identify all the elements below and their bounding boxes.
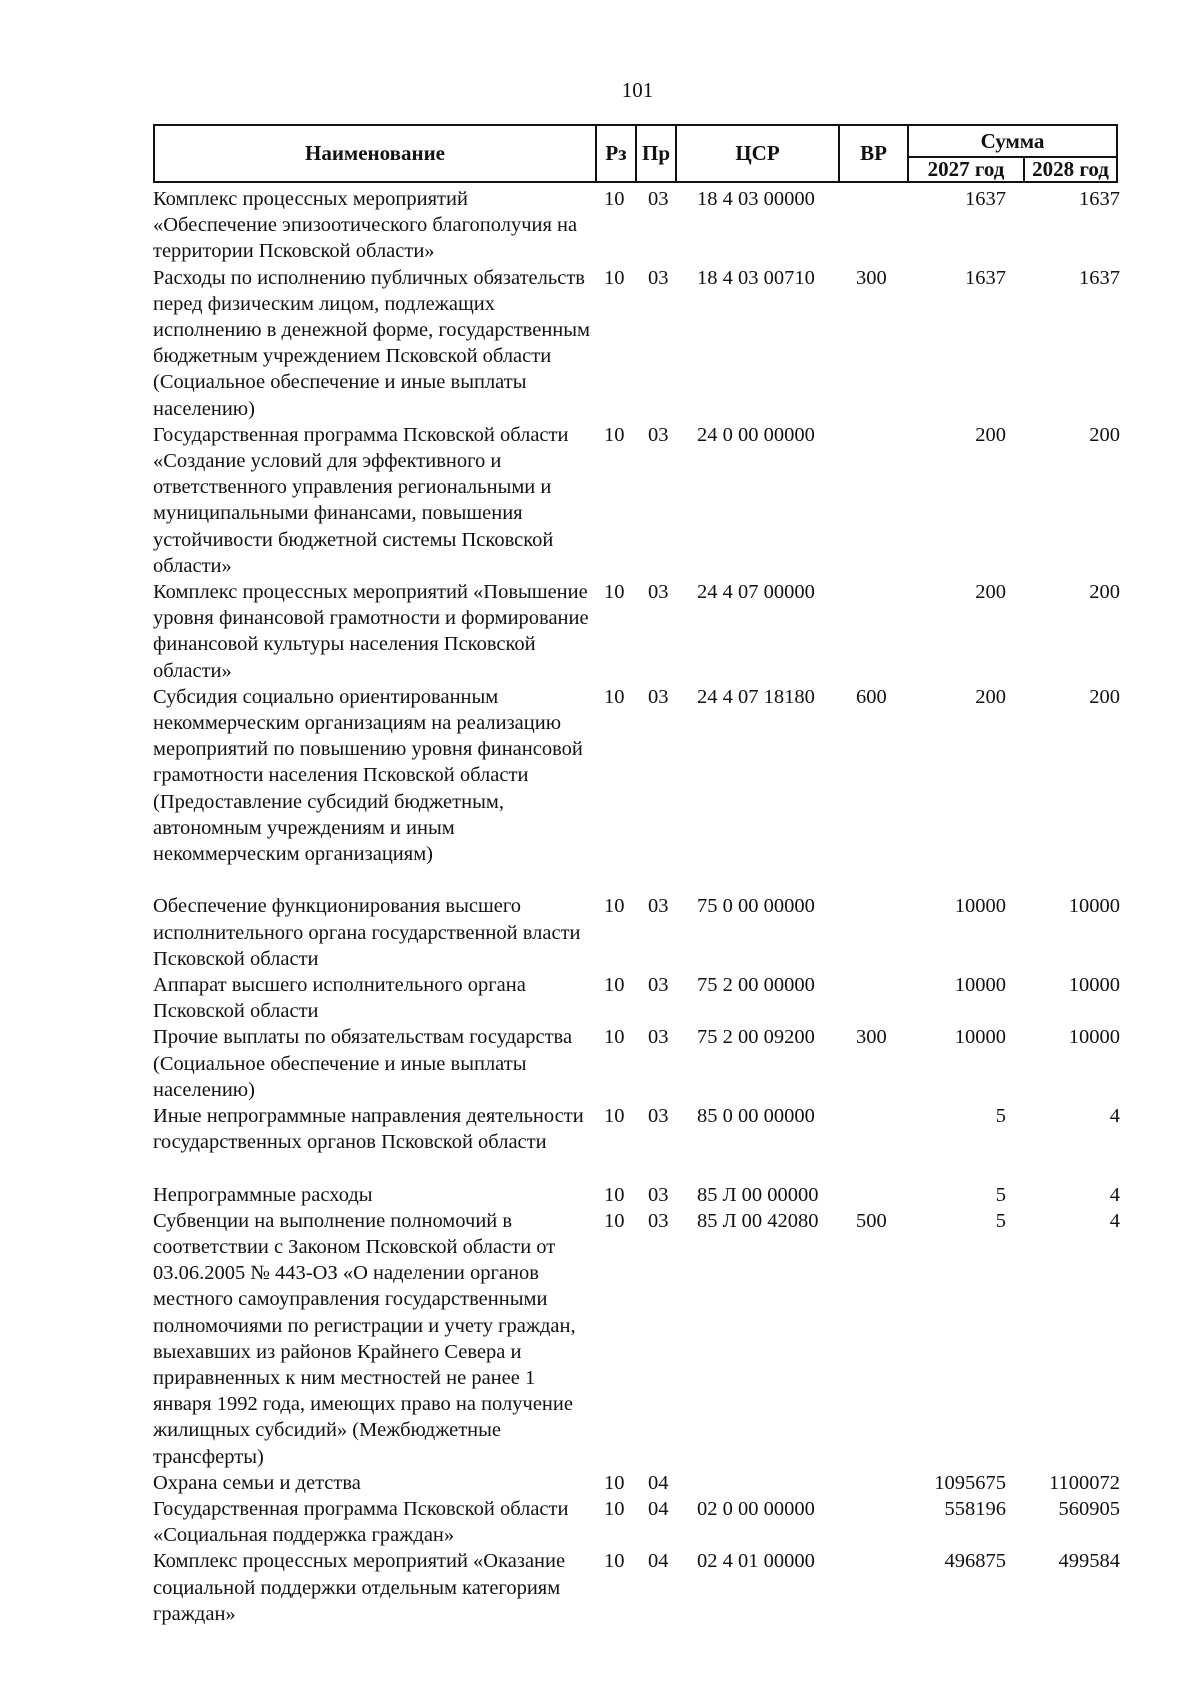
cell-csr: 75 2 00 09200 xyxy=(697,1026,815,1049)
cell-pr: 03 xyxy=(648,973,669,996)
cell-2028: 10000 xyxy=(1068,1026,1120,1049)
cell-csr: 18 4 03 00000 xyxy=(697,188,815,210)
cell-csr: 85 0 00 00000 xyxy=(697,1104,815,1127)
cell-name: Комплекс процессных мероприятий «Обеспечение эпизоотического благополучия на территории Псковской области» xyxy=(153,188,578,263)
cell-name: Комплекс процессных мероприятий «Оказание социальной поддержки отдельным категориям граждан» xyxy=(153,1550,566,1625)
table-header xyxy=(153,124,1118,183)
header-rz: Рз xyxy=(605,141,627,165)
header-sum: Сумма xyxy=(980,128,1045,153)
cell-rz: 10 xyxy=(604,973,625,996)
cell-name: Государственная программа Псковской области «Социальная поддержка граждан» xyxy=(153,1497,569,1547)
cell-name: Обеспечение функционирования высшего исполнительного органа государственной власти Псковской области xyxy=(153,895,581,970)
cell-vr: 600 xyxy=(856,685,887,708)
table-row xyxy=(0,579,1200,684)
cell-rz: 10 xyxy=(604,895,625,918)
cell-2027: 5 xyxy=(995,1104,1006,1127)
cell-name: Субсидия социально ориентированным некоммерческим организациям на реализацию мероприятий по повышению уровня финансовой грамотности населения Псковской области (Предоставление субсидий бюджетным, автономным учреждениям и иным некоммерческим организациям) xyxy=(153,685,583,865)
cell-2027: 10000 xyxy=(954,1026,1006,1049)
cell-2028: 1637 xyxy=(1079,188,1120,210)
table-row xyxy=(0,1208,1200,1470)
cell-rz: 10 xyxy=(604,685,625,708)
cell-rz: 10 xyxy=(604,188,625,210)
cell-csr: 24 4 07 00000 xyxy=(697,580,815,603)
cell-2028: 200 xyxy=(1089,685,1120,708)
cell-name: Расходы по исполнению публичных обязательств перед физическим лицом, подлежащих исполнению в денежной форме, государственным бюджетным учреждением Псковской области (Социальное обеспечение и иные выплаты населению) xyxy=(153,266,591,420)
header-csr: ЦСР xyxy=(735,141,780,165)
cell-name: Охрана семьи и детства xyxy=(153,1471,361,1494)
table-row xyxy=(0,1548,1200,1627)
table-row xyxy=(0,1496,1200,1548)
cell-2027: 10000 xyxy=(954,973,1006,996)
page-number: 101 xyxy=(621,78,654,102)
cell-name: Комплекс процессных мероприятий «Повышение уровня финансовой грамотности и формирование финансовой культуры населения Псковской области» xyxy=(153,580,589,682)
cell-2027: 200 xyxy=(975,423,1006,446)
cell-2028: 10000 xyxy=(1068,973,1120,996)
cell-rz: 10 xyxy=(604,266,625,289)
cell-2027: 5 xyxy=(995,1209,1006,1232)
cell-pr: 03 xyxy=(648,1183,669,1206)
table-body xyxy=(0,186,1200,1627)
cell-csr: 18 4 03 00710 xyxy=(697,266,815,289)
cell-pr: 03 xyxy=(648,1026,669,1049)
cell-pr: 03 xyxy=(648,895,669,918)
table-row xyxy=(0,893,1200,972)
cell-pr: 03 xyxy=(648,423,669,446)
cell-2028: 1100072 xyxy=(1049,1471,1120,1494)
cell-rz: 10 xyxy=(604,1183,625,1206)
cell-2027: 200 xyxy=(975,580,1006,603)
header-2028: 2028 год xyxy=(1032,157,1109,181)
cell-2028: 499584 xyxy=(1058,1550,1120,1573)
cell-2027: 1637 xyxy=(965,266,1006,289)
cell-2027: 1637 xyxy=(965,188,1006,210)
cell-csr: 75 2 00 00000 xyxy=(697,973,815,996)
cell-2028: 1637 xyxy=(1079,266,1120,289)
cell-rz: 10 xyxy=(604,580,625,603)
cell-rz: 10 xyxy=(604,1209,625,1232)
cell-pr: 03 xyxy=(648,1209,669,1232)
cell-name: Государственная программа Псковской области «Создание условий для эффективного и ответственного управления региональными и муниципальными финансами, повышения устойчивости бюджетной системы Псковской области» xyxy=(153,423,569,577)
cell-csr: 75 0 00 00000 xyxy=(697,895,815,918)
header-vr: ВР xyxy=(860,141,887,165)
cell-pr: 03 xyxy=(648,188,669,210)
header-name: Наименование xyxy=(305,141,445,165)
cell-name: Иные непрограммные направления деятельности государственных органов Псковской области xyxy=(153,1104,584,1154)
table-row xyxy=(0,1182,1200,1208)
cell-vr: 300 xyxy=(856,266,887,289)
cell-name: Непрограммные расходы xyxy=(153,1183,373,1206)
cell-name: Аппарат высшего исполнительного органа Псковской области xyxy=(153,973,526,1023)
cell-csr: 02 4 01 00000 xyxy=(697,1550,815,1573)
cell-2027: 10000 xyxy=(954,895,1006,918)
cell-pr: 03 xyxy=(648,580,669,603)
cell-name: Субвенции на выполнение полномочий в соответствии с Законом Псковской области от 03.06.2005 № 443-ОЗ «О наделении органов местного самоуправления государственными полномочиями по регистрации и учету граждан, выехавших из районов Крайнего Севера и приравненных к ним местностей не ранее 1 января 1992 года, имеющих право на получение жилищных субсидий» (Межбюджетные трансферты) xyxy=(153,1209,576,1468)
cell-vr: 300 xyxy=(856,1026,887,1049)
cell-2027: 558196 xyxy=(944,1497,1006,1520)
cell-csr: 85 Л 00 42080 xyxy=(697,1209,819,1232)
cell-pr: 03 xyxy=(648,685,669,708)
cell-2028: 10000 xyxy=(1068,895,1120,918)
cell-name: Прочие выплаты по обязательствам государства (Социальное обеспечение и иные выплаты населению) xyxy=(153,1026,573,1101)
cell-vr: 500 xyxy=(856,1209,887,1232)
cell-2027: 200 xyxy=(975,685,1006,708)
cell-rz: 10 xyxy=(604,1497,625,1520)
cell-2028: 200 xyxy=(1089,580,1120,603)
cell-csr: 85 Л 00 00000 xyxy=(697,1183,819,1206)
cell-pr: 03 xyxy=(648,1104,669,1127)
cell-2028: 560905 xyxy=(1058,1497,1120,1520)
header-pr: Пр xyxy=(641,141,670,165)
cell-rz: 10 xyxy=(604,1550,625,1573)
cell-csr: 02 0 00 00000 xyxy=(697,1497,815,1520)
table-row xyxy=(0,422,1200,579)
cell-pr: 04 xyxy=(648,1550,669,1573)
cell-rz: 10 xyxy=(604,1104,625,1127)
cell-2028: 200 xyxy=(1089,423,1120,446)
table-row xyxy=(0,972,1200,1024)
cell-pr: 04 xyxy=(648,1497,669,1520)
table-row xyxy=(0,265,1200,422)
cell-2027: 496875 xyxy=(944,1550,1006,1573)
table-row xyxy=(0,1470,1200,1496)
cell-pr: 03 xyxy=(648,266,669,289)
table-row xyxy=(0,1103,1200,1182)
cell-2028: 4 xyxy=(1109,1209,1120,1232)
cell-rz: 10 xyxy=(604,423,625,446)
cell-2028: 4 xyxy=(1109,1183,1120,1206)
cell-2028: 4 xyxy=(1109,1104,1120,1127)
cell-rz: 10 xyxy=(604,1471,625,1494)
table-row xyxy=(0,1024,1200,1103)
table-row xyxy=(0,684,1200,894)
cell-csr: 24 4 07 18180 xyxy=(697,685,815,708)
cell-pr: 04 xyxy=(648,1471,669,1494)
table-row xyxy=(0,186,1200,265)
cell-2027: 1095675 xyxy=(934,1471,1006,1494)
cell-csr: 24 0 00 00000 xyxy=(697,423,815,446)
cell-2027: 5 xyxy=(995,1183,1006,1206)
cell-rz: 10 xyxy=(604,1026,625,1049)
header-2027: 2027 год xyxy=(927,157,1005,181)
